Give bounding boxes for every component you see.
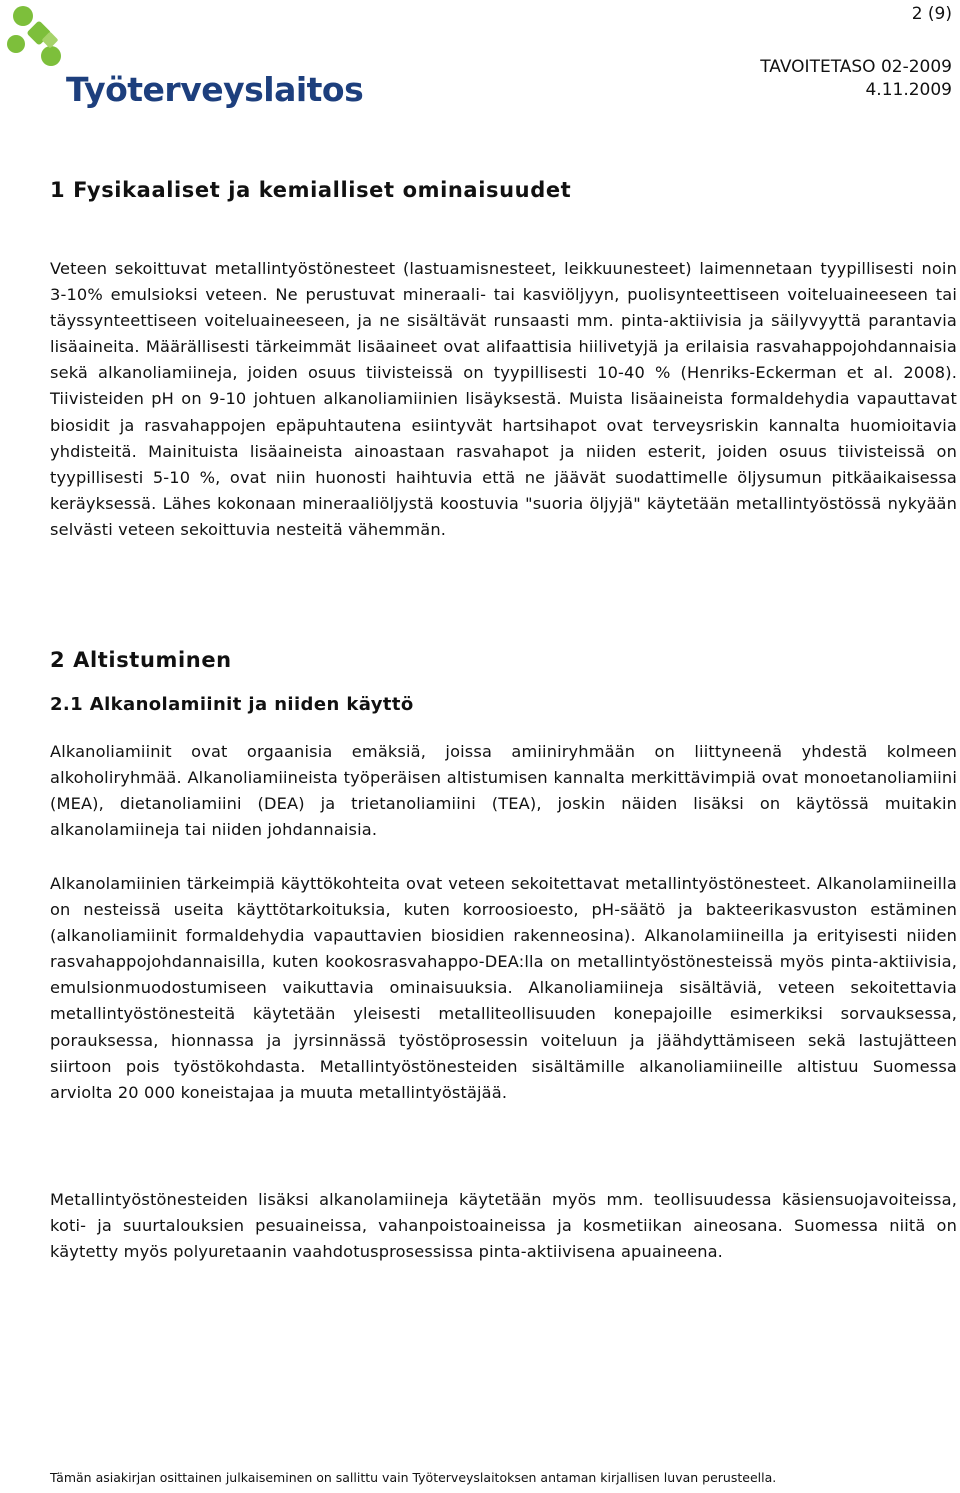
footer-notice: Tämän asiakirjan osittainen julkaiseminen on sallittu vain Työterveyslaitoksen antaman kirjallisen luvan perusteella. [50, 1470, 777, 1485]
document-id: TAVOITETASO 02-2009 [760, 57, 952, 77]
section-2-1-paragraph-1: Alkanoliamiinit ovat orgaanisia emäksiä, joissa amiiniryhmään on liittyneenä yhdestä kolmeen alkoholiryhmää. Alkanoliamiineista työperäisen altistumisen kannalta merkittävimpiä ovat monoetanoliamiini (MEA), dietanoliamiini (DEA) ja trietanoliamiini (TEA), joskin näiden lisäksi on käytössä muitakin alkanolamiineja tai niiden johdannaisia. [50, 742, 957, 840]
logo-wordmark: Työterveyslaitos [66, 70, 364, 109]
section-2-1-paragraph-3: Metallintyöstönesteiden lisäksi alkanolamiineja käytetään myös mm. teollisuudessa käsiensuojavoiteissa, koti- ja suurtalouksien pesuaineissa, vahanpoistoaineissa ja kosmetiikan aineosana. Suomessa niitä on käytetty myös polyuretaanin vaahdotusprosessissa pinta-aktiivisena apuaineena. [50, 1190, 957, 1262]
section-2-1-title: 2.1 Alkanolamiinit ja niiden käyttö [50, 694, 414, 715]
section-1-title: 1 Fysikaaliset ja kemialliset ominaisuudet [50, 178, 572, 202]
logo [6, 4, 364, 114]
section-1-paragraph: Veteen sekoittuvat metallintyöstönesteet (lastuamisnesteet, leikkuunesteet) laimennetaan tyypillisesti noin 3-10% emulsioksi veteen. Ne perustuvat mineraali- tai kasviöljyyn, puolisynteettiseen voiteluaineeseen tai täyssynteettiseen voiteluaineeseen, ja ne sisältävät runsaasti mm. pinta-aktiivisia ja säilyvyyttä parantavia lisäaineita. Määrällisesti tärkeimmät lisäaineet ovat alifaattisia hiilivetyjä ja erilaisia rasvahappojohdannaisia sekä alkanoliamiineja, joiden osuus tiivisteissä on tyypillisesti 10-40 % (Henriks-Eckerman et al. 2008). Tiivisteiden pH on 9-10 johtuen alkanoliamiinien lisäyksestä. Muista lisäaineista formaldehydia vapauttavat biosidit ja rasvahappojen epäpuhtautena esiintyvät hartsihapot ovat terveysriskin kannalta huomioitavia yhdisteitä. Mainituista lisäaineista ainoastaan rasvahapot ja niiden esterit, joiden osuus tiivisteissä on tyypillisesti 5-10 %, ovat niin huonosti haihtuvia että ne jäävät suodattimelle öljysumun pitkäaikaisessa keräyksessä. Lähes kokonaan mineraaliöljystä koostuvia "suoria öljyjä" käytetään metallintyöstössä nykyään selvästi veteen sekoittuvia nesteitä vähemmän. [50, 259, 957, 539]
section-2-1-paragraph-2: Alkanolamiinien tärkeimpiä käyttökohteita ovat veteen sekoitettavat metallintyöstönesteet. Alkanolamiineilla on nesteissä useita käyttötarkoituksia, kuten korroosioesto, pH-säätö ja bakteerikasvuston estäminen (alkanoliamiinit formaldehydia vapauttavien biosidien rakenneosina). Alkanolamiineilla ja erityisesti niiden rasvahappojohdannaisilla, kuten kookosrasvahappo-DEA:lla on metallintyöstönesteissä myös pinta-aktiivisia, emulsionmuodostumiseen vaikuttavia ominaisuuksia. Alkanoliamiineja sisältäviä, veteen sekoitettavia metallintyöstönesteitä käytetään yleisesti metalliteollisuuden konepajoille esimerkiksi sorvauksessa, porauksessa, hionnassa ja jyrsinnässä työstöprosessin voiteluun ja jäähdyttämiseen sekä lastujätteen siirtoon pois työstökohdasta. Metallintyöstönesteiden sisältämille alkanoliamiineille altistuu Suomessa arviolta 20 000 koneistajaa ja muuta metallintyöstäjää. [50, 874, 957, 1102]
page-number: 2 (9) [911, 4, 952, 24]
section-2-title: 2 Altistuminen [50, 648, 232, 672]
document-date: 4.11.2009 [865, 80, 952, 100]
document-header [760, 56, 952, 102]
logo-mark-icon [6, 4, 76, 74]
